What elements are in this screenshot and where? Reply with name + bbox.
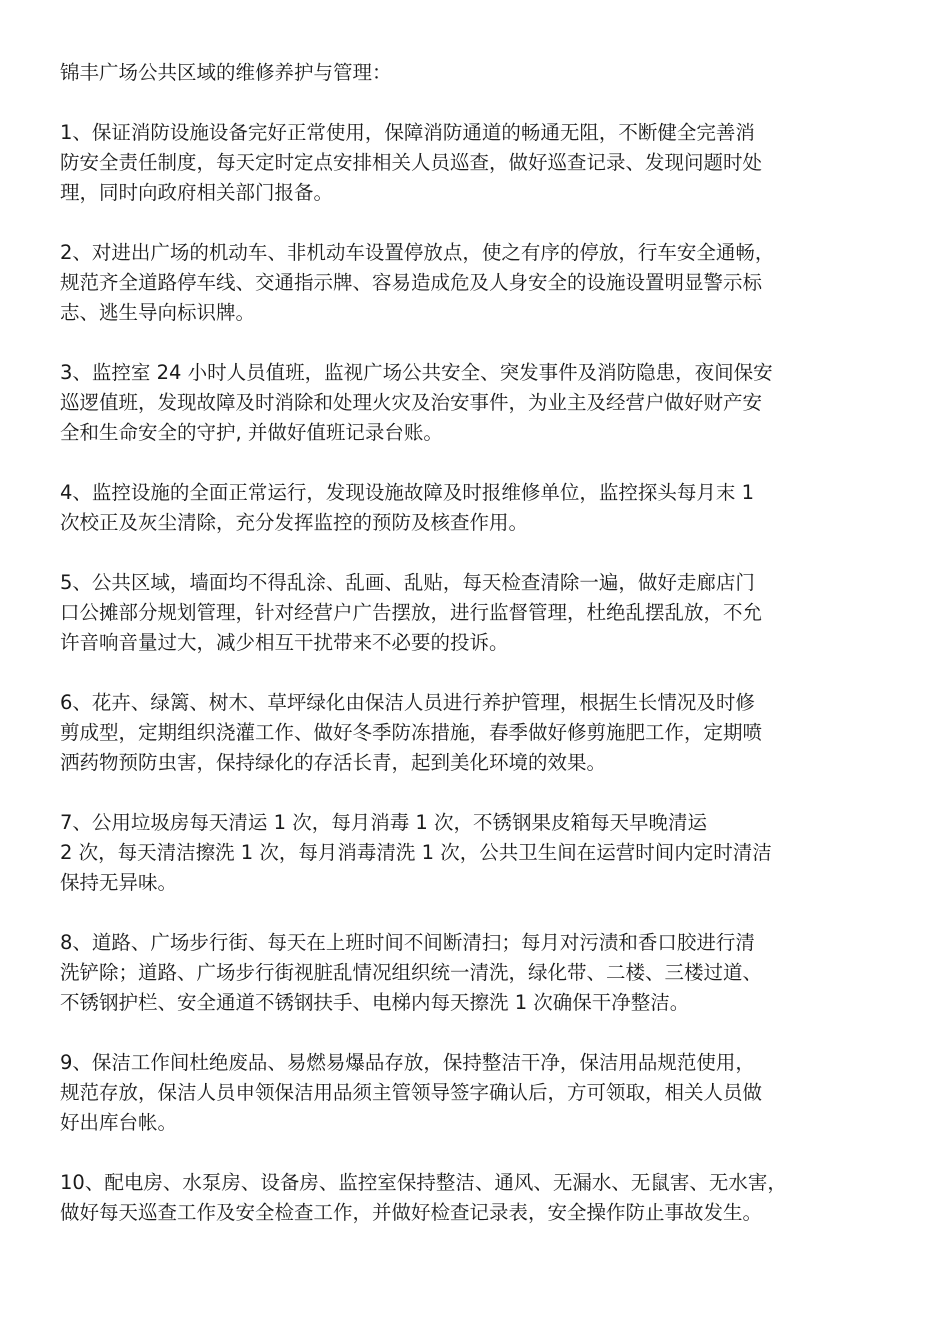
document-page	[60, 58, 895, 1258]
paragraph-line: 次校正及灰尘清除，充分发挥监控的预防及核查作用。	[60, 511, 529, 534]
paragraph-line: 10、配电房、水泵房、设备房、监控室保持整洁、通风、无漏水、无鼠害、无水害，	[60, 1171, 787, 1194]
paragraph-1	[60, 118, 895, 208]
paragraph-line: 洒药物预防虫害，保持绿化的存活长青，起到美化环境的效果。	[60, 751, 607, 774]
paragraph-line: 6、花卉、绿篱、树木、草坪绿化由保洁人员进行养护管理，根据生长情况及时修	[60, 691, 755, 714]
paragraph-list	[60, 118, 895, 1228]
paragraph-line: 保持无异味。	[60, 871, 178, 894]
paragraph-line: 做好每天巡查工作及安全检查工作，并做好检查记录表，安全操作防止事故发生。	[60, 1201, 763, 1224]
paragraph-line: 7、公用垃圾房每天清运 1 次，每月消毒 1 次，不锈钢果皮箱每天早晚清运	[60, 811, 708, 834]
document-title: 锦丰广场公共区域的维修养护与管理：	[60, 61, 392, 84]
paragraph-line: 8、道路、广场步行街、每天在上班时间不间断清扫；每月对污渍和香口胶进行清	[60, 931, 755, 954]
paragraph-line: 许音响音量过大，减少相互干扰带来不必要的投诉。	[60, 631, 509, 654]
paragraph-9	[60, 1048, 895, 1138]
paragraph-4	[60, 478, 895, 538]
paragraph-10	[60, 1168, 895, 1228]
paragraph-line: 理，同时向政府相关部门报备。	[60, 181, 334, 204]
paragraph-line: 不锈钢护栏、安全通道不锈钢扶手、电梯内每天擦洗 1 次确保干净整洁。	[60, 991, 690, 1014]
paragraph-line: 2 次，每天清洁擦洗 1 次，每月消毒清洗 1 次，公共卫生间在运营时间内定时清洁	[60, 841, 772, 864]
paragraph-line: 4、监控设施的全面正常运行，发现设施故障及时报维修单位，监控探头每月末 1	[60, 481, 755, 504]
paragraph-line: 2、对进出广场的机动车、非机动车设置停放点，使之有序的停放，行车安全通畅，	[60, 241, 775, 264]
paragraph-8	[60, 928, 895, 1018]
paragraph-6	[60, 688, 895, 778]
paragraph-7	[60, 808, 895, 898]
paragraph-line: 剪成型，定期组织浇灌工作、做好冬季防冻措施，春季做好修剪施肥工作，定期喷	[60, 721, 763, 744]
paragraph-line: 志、逃生导向标识牌。	[60, 301, 256, 324]
paragraph-line: 规范存放，保洁人员申领保洁用品须主管领导签字确认后，方可领取，相关人员做	[60, 1081, 763, 1104]
paragraph-line: 口公摊部分规划管理，针对经营户广告摆放，进行监督管理，杜绝乱摆乱放，不允	[60, 601, 763, 624]
paragraph-line: 3、监控室 24 小时人员值班，监视广场公共安全、突发事件及消防隐患，夜间保安	[60, 361, 773, 384]
paragraph-line: 规范齐全道路停车线、交通指示牌、容易造成危及人身安全的设施设置明显警示标	[60, 271, 763, 294]
paragraph-3	[60, 358, 895, 448]
paragraph-line: 9、保洁工作间杜绝废品、易燃易爆品存放，保持整洁干净，保洁用品规范使用，	[60, 1051, 755, 1074]
paragraph-line: 好出库台帐。	[60, 1111, 178, 1134]
paragraph-5	[60, 568, 895, 658]
paragraph-line: 全和生命安全的守护, 并做好值班记录台账。	[60, 421, 443, 444]
paragraph-2	[60, 238, 895, 328]
paragraph-line: 5、公共区域，墙面均不得乱涂、乱画、乱贴，每天检查清除一遍，做好走廊店门	[60, 571, 755, 594]
paragraph-line: 巡逻值班，发现故障及时消除和处理火灾及治安事件，为业主及经营户做好财产安	[60, 391, 763, 414]
paragraph-line: 防安全责任制度，每天定时定点安排相关人员巡查，做好巡查记录、发现问题时处	[60, 151, 763, 174]
paragraph-line: 洗铲除；道路、广场步行街视脏乱情况组织统一清洗，绿化带、二楼、三楼过道、	[60, 961, 763, 984]
paragraph-line: 1、保证消防设施设备完好正常使用，保障消防通道的畅通无阻，不断健全完善消	[60, 121, 755, 144]
